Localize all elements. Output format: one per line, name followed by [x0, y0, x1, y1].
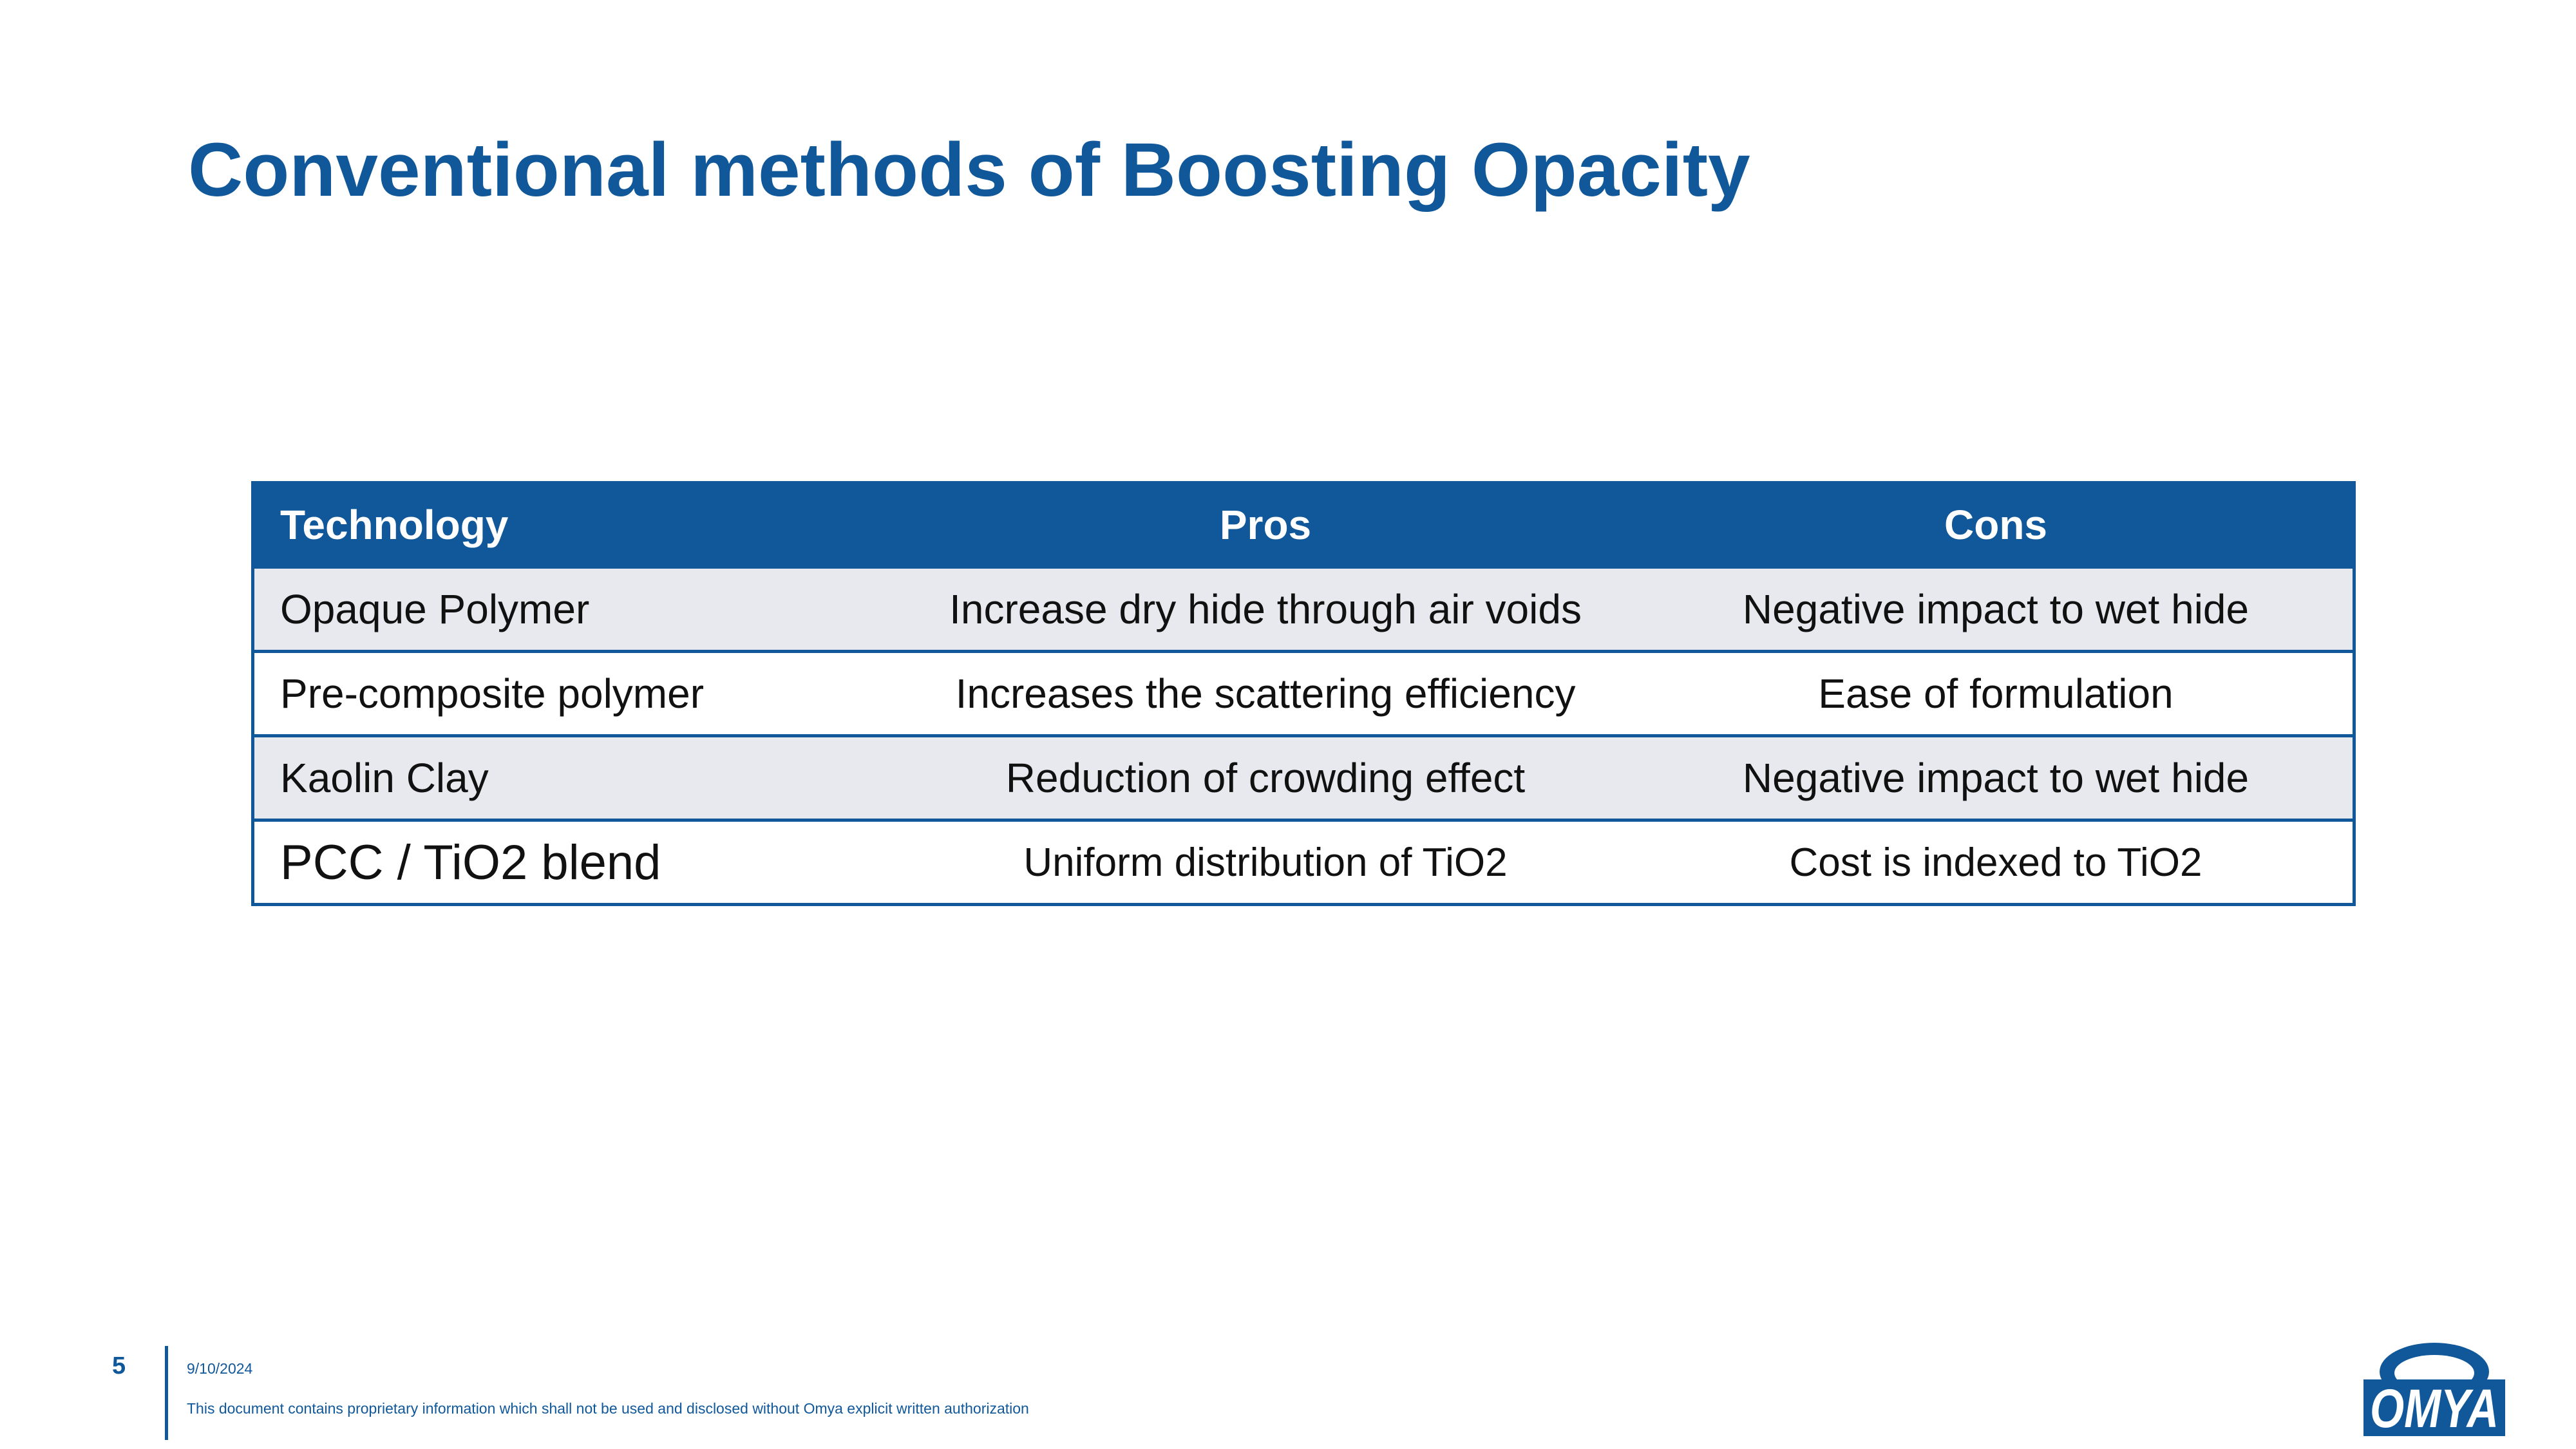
footer-divider	[165, 1346, 168, 1440]
pros-cell: Reduction of crowding effect	[892, 736, 1639, 820]
cons-cell: Negative impact to wet hide	[1639, 567, 2354, 652]
technology-cell: Opaque Polymer	[253, 567, 893, 652]
table-header-row	[253, 483, 2354, 567]
table-row	[253, 736, 2354, 820]
table-row	[253, 820, 2354, 905]
page-number: 5	[112, 1352, 126, 1379]
technology-cell: Pre-composite polymer	[253, 652, 893, 736]
header-cons: Cons	[1639, 483, 2354, 567]
cons-cell: Negative impact to wet hide	[1639, 736, 2354, 820]
omya-logo-icon	[2357, 1340, 2512, 1443]
footer-date: 9/10/2024	[187, 1360, 253, 1377]
opacity-methods-table	[251, 481, 2356, 906]
footer-disclaimer: This document contains proprietary information which shall not be used and disclosed without Omya explicit written authorization	[187, 1400, 1029, 1417]
pros-cell: Increase dry hide through air voids	[892, 567, 1639, 652]
table-row	[253, 652, 2354, 736]
pros-cell: Increases the scattering efficiency	[892, 652, 1639, 736]
slide-title: Conventional methods of Boosting Opacity	[188, 128, 1750, 213]
header-pros: Pros	[892, 483, 1639, 567]
svg-text:OMYA: OMYA	[2370, 1378, 2499, 1439]
table-row	[253, 567, 2354, 652]
header-technology: Technology	[253, 483, 893, 567]
technology-cell: Kaolin Clay	[253, 736, 893, 820]
technology-cell: PCC / TiO2 blend	[253, 820, 893, 905]
cons-cell: Cost is indexed to TiO2	[1639, 820, 2354, 905]
cons-cell: Ease of formulation	[1639, 652, 2354, 736]
pros-cell: Uniform distribution of TiO2	[892, 820, 1639, 905]
